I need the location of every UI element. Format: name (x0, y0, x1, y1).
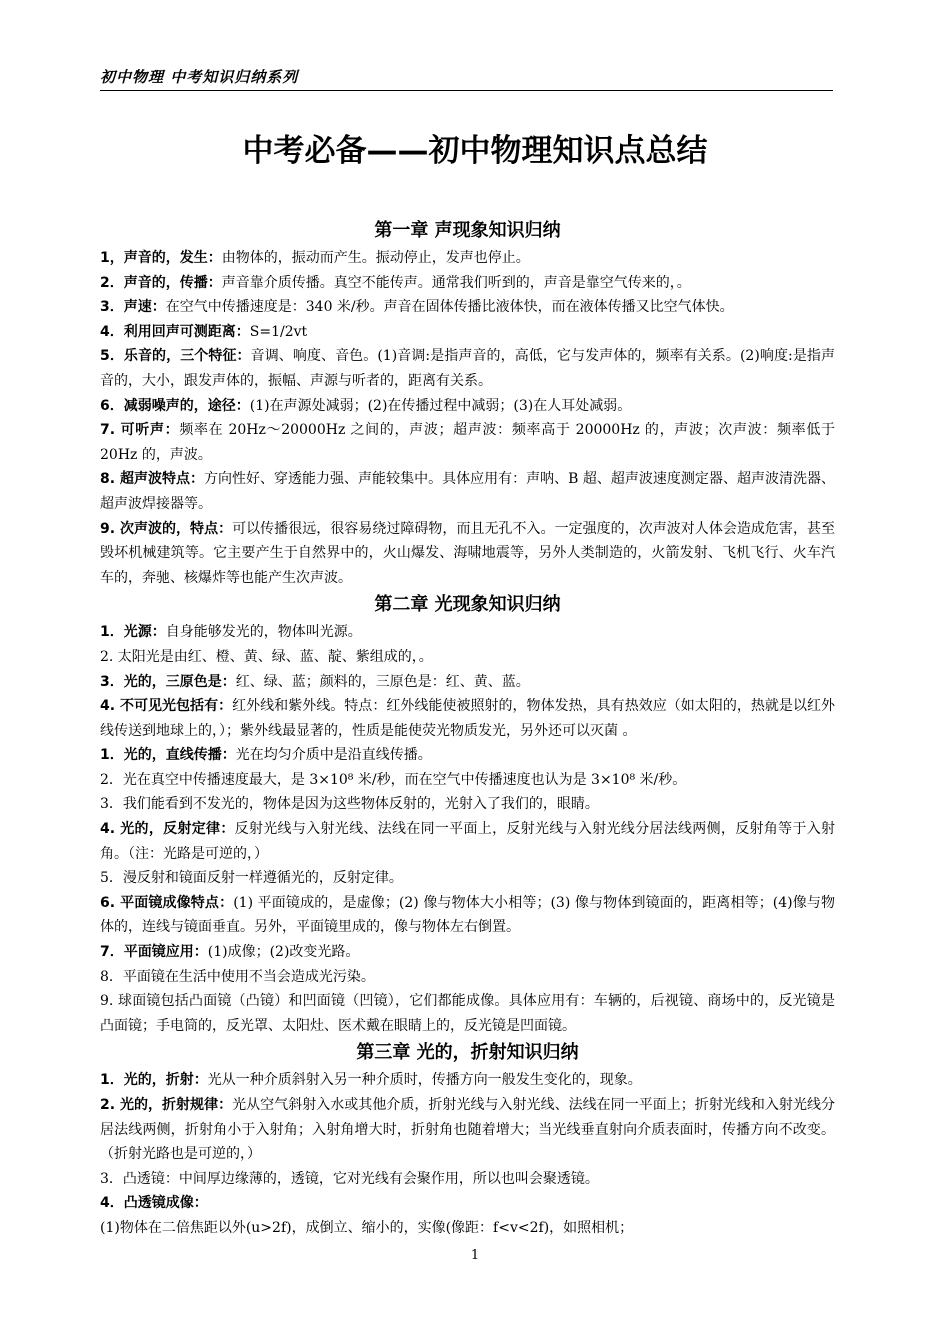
paragraph-lead: 7. 可听声： (100, 422, 180, 439)
paragraph (100, 1068, 835, 1093)
paragraph-text: S=1/2vt (249, 323, 308, 340)
paragraph (100, 768, 835, 793)
paragraph (100, 989, 835, 1038)
paragraph-text: 9. 球面镜包括凸面镜（凸镜）和凹面镜（凹镜），它们都能成像。具体应用有：车辆的，后视镜、商场中的，反光镜是凸面镜；手电筒的，反光罩、太阳灶、医术戴在眼睛上的，反光镜是凹面镜。 (100, 993, 835, 1034)
paragraph (100, 694, 835, 743)
paragraph (100, 866, 835, 891)
paragraph-text: 5．漫反射和镜面反射一样遵循光的，反射定律。 (100, 870, 403, 887)
paragraph (100, 743, 835, 768)
paragraph (100, 620, 835, 645)
paragraph-text: 声音靠介质传播。真空不能传声。通常我们听到的，声音是靠空气传来的，。 (221, 274, 691, 291)
paragraph (100, 792, 835, 817)
paragraph-text: 2. 太阳光是由红、橙、黄、绿、蓝、靛、紫组成的，。 (100, 648, 433, 665)
paragraph (100, 1191, 835, 1216)
paragraph (100, 246, 835, 271)
paragraph-text: 音调、响度、音色。(1)音调:是指声音的，高低，它与发声体的，频率有关系。(2)响度:是指声音的，大小，跟发声体的，振幅、声源与听者的，距离有关系。 (100, 348, 835, 389)
paragraph (100, 1093, 835, 1167)
paragraph (100, 394, 835, 419)
paragraph-text: 光在均匀介质中是沿直线传播。 (235, 747, 432, 764)
chapter-heading: 第三章 光的，折射知识归纳 (356, 1042, 579, 1064)
paragraph-text: 2．光在真空中传播速度最大，是 3×10⁸ 米/秒，而在空气中传播速度也认为是 3×10⁸ 米/秒。 (100, 771, 687, 788)
page-number: 1 (470, 1248, 480, 1263)
paragraph-lead: 1，声音的，发生： (100, 250, 222, 266)
paragraph-lead: 2．声音的，传播： (100, 274, 222, 291)
chapter-3 (100, 1038, 835, 1240)
paragraph (100, 891, 835, 940)
paragraph (100, 517, 835, 591)
paragraph-text: 由物体的，振动而产生。振动停止，发声也停止。 (221, 250, 530, 266)
paragraph-lead: 4. 光的，反射定律： (100, 821, 235, 838)
paragraph-lead: 7．平面镜应用： (100, 944, 208, 961)
paragraph-lead: 9. 次声波的，特点： (100, 520, 233, 537)
paragraph-text: 光从一种介质斜射入另一种介质时，传播方向一般发生变化的，现象。 (207, 1072, 642, 1089)
chapter-heading: 第二章 光现象知识归纳 (374, 594, 561, 616)
chapter-1 (100, 216, 835, 590)
paragraph-lead: 4．凸透镜成像： (100, 1195, 208, 1212)
paragraph-text: 红、绿、蓝；颜料的，三原色是：红、黄、蓝。 (235, 673, 530, 690)
chapter-heading: 第一章 声现象知识归纳 (374, 220, 561, 241)
running-header (100, 66, 833, 91)
paragraph-lead: 3．声速： (100, 299, 166, 316)
paragraph-text: (1) 平面镜成的，是虚像；(2) 像与物体大小相等；(3) 像与物体到镜面的，距离相等；(4)像与物体的，连线与镜面垂直。另外，平面镜里成的，像与物体左右倒置。 (100, 894, 835, 936)
paragraph (100, 645, 835, 670)
paragraph (100, 467, 835, 516)
paragraph-lead: 6．减弱噪声的，途径： (100, 397, 250, 414)
paragraph (100, 817, 835, 866)
paragraph-text: 红外线和紫外线。特点：红外线能使被照射的，物体发热，具有热效应（如太阳的，热就是以红外线传送到地球上的，）；紫外线最显著的，性质是能使荧光物质发光，另外还可以灭菌 。 (100, 698, 835, 739)
paragraph-text: 光从空气斜射入水或其他介质，折射光线与入射光线、法线在同一平面上；折射光线和入射光线分居法线两侧，折射角小于入射角；入射角增大时，折射角也随着增大；当光线垂直射向介质表面时，传播方向不改变。（折射光路也是可逆的，） (100, 1097, 835, 1163)
paragraph-lead: 1．光的，直线传播： (100, 747, 236, 764)
paragraph (100, 1167, 835, 1192)
paragraph-lead: 8. 超声波特点： (100, 471, 204, 488)
paragraph (100, 295, 835, 320)
paragraph-text: 自身能够发光的，物体叫光源。 (165, 624, 362, 641)
document-title: 中考必备——初中物理知识点总结 (242, 133, 708, 169)
paragraph-lead: 3．光的，三原色是： (100, 673, 236, 690)
paragraph-text: 3．凸透镜：中间厚边缘薄的，透镜，它对光线有会聚作用，所以也叫会聚透镜。 (100, 1170, 599, 1187)
paragraph-lead: 4. 不可见光包括有： (100, 698, 233, 715)
paragraph-lead: 1．光的，折射： (100, 1072, 208, 1089)
paragraph-text: 在空气中传播速度是：340 米/秒。声音在固体传播比液体快，而在液体传播又比空气体快。 (165, 299, 734, 316)
paragraph (100, 320, 835, 345)
paragraph (100, 344, 835, 393)
paragraph (100, 670, 835, 695)
paragraph-text: (1)成像；(2)改变光路。 (207, 944, 360, 961)
paragraph-text: 3．我们能看到不发光的，物体是因为这些物体反射的，光射入了我们的，眼睛。 (100, 796, 599, 813)
paragraph-text: 8．平面镜在生活中使用不当会造成光污染。 (100, 968, 375, 985)
paragraph-lead: 6. 平面镜成像特点： (100, 894, 234, 911)
paragraph-lead: 2. 光的，折射规律： (100, 1097, 233, 1113)
running-header-text: 初中物理 中考知识归纳系列 (100, 68, 299, 86)
paragraph (100, 271, 835, 296)
paragraph-lead: 4．利用回声可测距离： (100, 323, 250, 340)
paragraph-text: 频率在 20Hz～20000Hz 之间的，声波；超声波：频率高于 20000Hz 的，声波；次声波：频率低于 20Hz 的，声波。 (100, 422, 835, 463)
paragraph (100, 965, 835, 990)
paragraph (100, 418, 835, 467)
paragraph-lead: 5．乐音的，三个特征： (100, 348, 251, 365)
paragraph (100, 940, 835, 965)
paragraph-text: 方向性好、穿透能力强、声能较集中。具体应用有：声呐、B 超、超声波速度测定器、超声波清洗器、超声波焊接器等。 (100, 471, 835, 512)
paragraph (100, 1216, 835, 1241)
chapter-2 (100, 590, 835, 1038)
paragraph-text: (1)物体在二倍焦距以外(u>2f)，成倒立、缩小的，实像(像距：f<v<2f)，如照相机； (100, 1219, 634, 1236)
paragraph-lead: 1．光源： (100, 624, 166, 641)
paragraph-text: 反射光线与入射光线、法线在同一平面上，反射光线与入射光线分居法线两侧，反射角等于入射角。（注：光路是可逆的，） (100, 821, 836, 862)
paragraph-text: (1)在声源处减弱；(2)在传播过程中减弱；(3)在人耳处减弱。 (249, 397, 632, 414)
document-body (100, 216, 835, 1241)
paragraph-text: 可以传播很远，很容易绕过障碍物，而且无孔不入。一定强度的，次声波对人体会造成危害，甚至毁坏机械建筑等。它主要产生于自然界中的，火山爆发、海啸地震等，另外人类制造的，火箭发射、飞机飞行、火车汽车的，奔驰、核爆炸等也能产生次声波。 (100, 520, 835, 586)
